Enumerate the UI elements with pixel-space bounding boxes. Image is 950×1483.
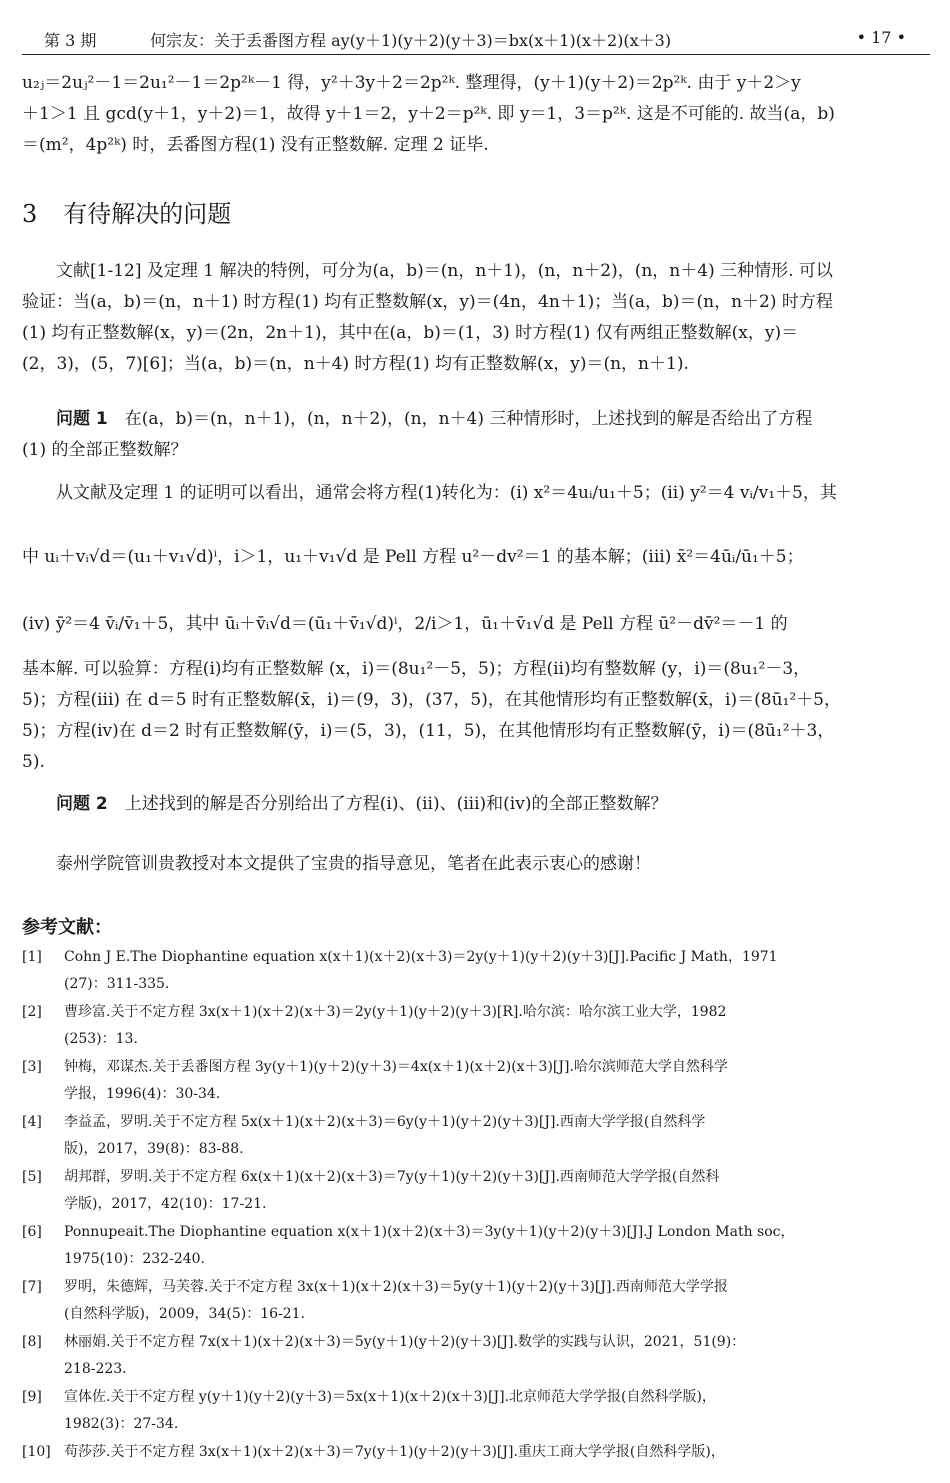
reference-number: [5] xyxy=(22,1169,42,1185)
page-number: • 17 • xyxy=(856,28,906,47)
issue-number: 第 3 期 xyxy=(44,31,97,50)
section-number: 3 xyxy=(22,200,38,228)
reference-number: [9] xyxy=(22,1389,42,1405)
reference-line-1: 林丽娟.关于不定方程 7x(x＋1)(x＋2)(x＋3)＝5y(y＋1)(y＋2)(y＋3)[J].数学的实践与认识，2021，51(9)： xyxy=(64,1334,746,1350)
reference-line-2: 版)，2017，39(8)：83-88. xyxy=(64,1141,244,1157)
para2-line-1: 从文献及定理 1 的证明可以看出，通常会将方程(1)转化为：(i) x²＝4uᵢ/u₁＋5；(ii) y²＝4 vᵢ/v₁＋5，其 xyxy=(56,483,837,503)
problem-1-line-2: (1) 的全部正整数解？ xyxy=(22,440,188,460)
para2-line-2: 中 uᵢ＋vᵢ√d＝(u₁＋v₁√d)ⁱ，i＞1，u₁＋v₁√d 是 Pell 方程 u²－dv²＝1 的基本解；(iii) x̄²＝4ūᵢ/ū₁＋5； xyxy=(22,547,804,567)
reference-item xyxy=(22,1274,930,1328)
reference-line-1: 宣体佐.关于不定方程 y(y＋1)(y＋2)(y＋3)＝5x(x＋1)(x＋2)(x＋3)[J].北京师范大学学报(自然科学版)， xyxy=(64,1389,716,1405)
reference-line-2: 1982(3)：27-34. xyxy=(64,1416,179,1432)
acknowledgement: 泰州学院管训贵教授对本文提供了宝贵的指导意见，笔者在此表示衷心的感谢！ xyxy=(56,854,651,874)
reference-number: [7] xyxy=(22,1279,42,1295)
reference-line-1: 罗明，朱德辉，马芙蓉.关于不定方程 3x(x＋1)(x＋2)(x＋3)＝5y(y＋1)(y＋2)(y＋3)[J].西南师范大学学报 xyxy=(64,1279,728,1295)
reference-item xyxy=(22,1439,930,1466)
problem-1 xyxy=(22,404,930,466)
para1-line-3: (1) 均有正整数解(x，y)＝(2n，2n＋1)，其中在(a，b)＝(1，3) 时方程(1) 仅有两组正整数解(x，y)＝ xyxy=(22,323,799,343)
reference-line-1: 李益孟，罗明.关于不定方程 5x(x＋1)(x＋2)(x＋3)＝6y(y＋1)(y＋2)(y＋3)[J].西南大学学报(自然科学 xyxy=(64,1114,706,1130)
reference-line-1: 钟梅，邓谋杰.关于丢番图方程 3y(y＋1)(y＋2)(y＋3)＝4x(x＋1)(x＋2)(x＋3)[J].哈尔滨师范大学自然科学 xyxy=(64,1059,728,1075)
reference-item xyxy=(22,999,930,1053)
reference-item xyxy=(22,1329,930,1383)
references-heading: 参考文献： xyxy=(22,917,112,938)
para2-line-4: 基本解. 可以验算：方程(i)均有正整数解 (x，i)＝(8u₁²－5，5)；方程(ii)均有整数解 (y，i)＝(8u₁²－3， xyxy=(22,659,811,679)
reference-number: [8] xyxy=(22,1334,42,1350)
reference-item xyxy=(22,1219,930,1273)
proof-line-2: ＋1＞1 且 gcd(y＋1，y＋2)＝1，故得 y＋1＝2，y＋2＝p²ᵏ. 即 y＝1，3＝p²ᵏ. 这是不可能的. 故当(a，b) xyxy=(22,104,835,124)
reference-line-2: 学报，1996(4)：30-34. xyxy=(64,1086,221,1102)
reference-line-2: 1975(10)：232-240. xyxy=(64,1251,205,1267)
reference-number: [4] xyxy=(22,1114,42,1130)
para1-line-1: 文献[1-12] 及定理 1 解决的特例，可分为(a，b)＝(n，n＋1)，(n，n＋2)，(n，n＋4) 三种情形. 可以 xyxy=(56,261,833,281)
problem-1-label: 问题 1 xyxy=(56,409,108,429)
para1-line-2: 验证：当(a，b)＝(n，n＋1) 时方程(1) 均有正整数解(x，y)＝(4n，4n＋1)；当(a，b)＝(n，n＋2) 时方程 xyxy=(22,292,833,312)
reference-number: [6] xyxy=(22,1224,42,1240)
para2-line-7: 5). xyxy=(22,752,45,772)
reference-text xyxy=(64,1054,930,1108)
reference-line-2: 218-223. xyxy=(64,1361,127,1377)
reference-line-2: 学版)，2017，42(10)：17-21. xyxy=(64,1196,267,1212)
reference-text xyxy=(64,1329,930,1383)
proof-conclusion xyxy=(22,68,930,161)
reference-text xyxy=(64,1274,930,1328)
reference-line-1: Ponnupeait.The Diophantine equation x(x＋1)(x＋2)(x＋3)＝3y(y＋1)(y＋2)(y＋3)[J].J London Math soc， xyxy=(64,1224,795,1240)
reference-number: [3] xyxy=(22,1059,42,1075)
reference-text xyxy=(64,1164,930,1218)
reference-line-1: 胡邦群，罗明.关于不定方程 6x(x＋1)(x＋2)(x＋3)＝7y(y＋1)(y＋2)(y＋3)[J].西南师范大学学报(自然科 xyxy=(64,1169,720,1185)
reference-line-2: (27)：311-335. xyxy=(64,976,170,992)
reference-item xyxy=(22,1164,930,1218)
para2-line-6: 5)；方程(iv)在 d＝2 时有正整数解(ȳ，i)＝(5，3)，(11，5)，在其他情形均有正整数解(ȳ，i)＝(8ū₁²＋3， xyxy=(22,721,835,741)
paragraph-special-cases xyxy=(22,256,930,380)
section-heading xyxy=(22,194,231,229)
proof-line-1: u₂ⱼ＝2uⱼ²－1＝2u₁²－1＝2p²ᵏ－1 得，y²＋3y＋2＝2p²ᵏ. 整理得，(y＋1)(y＋2)＝2p²ᵏ. 由于 y＋2＞y xyxy=(22,73,801,93)
para2-line-3: (iv) ȳ²＝4 v̄ᵢ/v̄₁＋5，其中 ūᵢ＋v̄ᵢ√d＝(ū₁＋v̄₁√d)ⁱ，2/i＞1，ū₁＋v̄₁√d 是 Pell 方程 ū²－dv̄²＝－1 的 xyxy=(22,614,788,634)
reference-item xyxy=(22,1054,930,1108)
reference-number: [2] xyxy=(22,1004,42,1020)
problem-1-line-1: 在(a，b)＝(n，n＋1)，(n，n＋2)，(n，n＋4) 三种情形时，上述找到的解是否给出了方程 xyxy=(124,409,813,429)
reference-text xyxy=(64,1439,930,1466)
reference-text xyxy=(64,999,930,1053)
paragraph-verification xyxy=(22,654,930,778)
section-title-text: 有待解决的问题 xyxy=(63,200,232,228)
reference-text xyxy=(64,1109,930,1163)
reference-text xyxy=(64,1384,930,1438)
running-header xyxy=(22,24,930,55)
reference-item xyxy=(22,1109,930,1163)
reference-line-2: (自然科学版)，2009，34(5)：16-21. xyxy=(64,1306,306,1322)
reference-line-1: 苟莎莎.关于不定方程 3x(x＋1)(x＋2)(x＋3)＝7y(y＋1)(y＋2)(y＋3)[J].重庆工商大学学报(自然科学版)， xyxy=(64,1444,725,1460)
problem-2-label: 问题 2 xyxy=(56,794,108,814)
reference-number: [1] xyxy=(22,949,42,965)
reference-line-1: 曹珍富.关于不定方程 3x(x＋1)(x＋2)(x＋3)＝2y(y＋1)(y＋2)(y＋3)[R].哈尔滨：哈尔滨工业大学，1982 xyxy=(64,1004,727,1020)
reference-line-1: Cohn J E.The Diophantine equation x(x＋1)(x＋2)(x＋3)＝2y(y＋1)(y＋2)(y＋3)[J].Pacific J Math，1971 xyxy=(64,949,778,965)
running-title: 何宗友：关于丢番图方程 ay(y＋1)(y＋2)(y＋3)＝bx(x＋1)(x＋2)(x＋3) xyxy=(150,31,672,50)
reference-item xyxy=(22,1384,930,1438)
reference-item xyxy=(22,944,930,998)
para2-line-5: 5)；方程(iii) 在 d＝5 时有正整数解(x̄，i)＝(9，3)，(37，5)，在其他情形均有正整数解(x̄，i)＝(8ū₁²＋5， xyxy=(22,690,841,710)
proof-line-3: ＝(m²，4p²ᵏ) 时，丢番图方程(1) 没有正整数解. 定理 2 证毕. xyxy=(22,135,489,155)
reference-line-2: (253)：13. xyxy=(64,1031,138,1047)
problem-2 xyxy=(22,789,930,820)
para1-line-4: (2，3)，(5，7)[6]；当(a，b)＝(n，n＋4) 时方程(1) 均有正整数解(x，y)＝(n，n＋1). xyxy=(22,354,689,374)
reference-text xyxy=(64,944,930,998)
reference-number: [10] xyxy=(22,1444,51,1460)
reference-text xyxy=(64,1219,930,1273)
problem-2-text: 上述找到的解是否分别给出了方程(i)、(ii)、(iii)和(iv)的全部正整数解？ xyxy=(124,794,668,814)
